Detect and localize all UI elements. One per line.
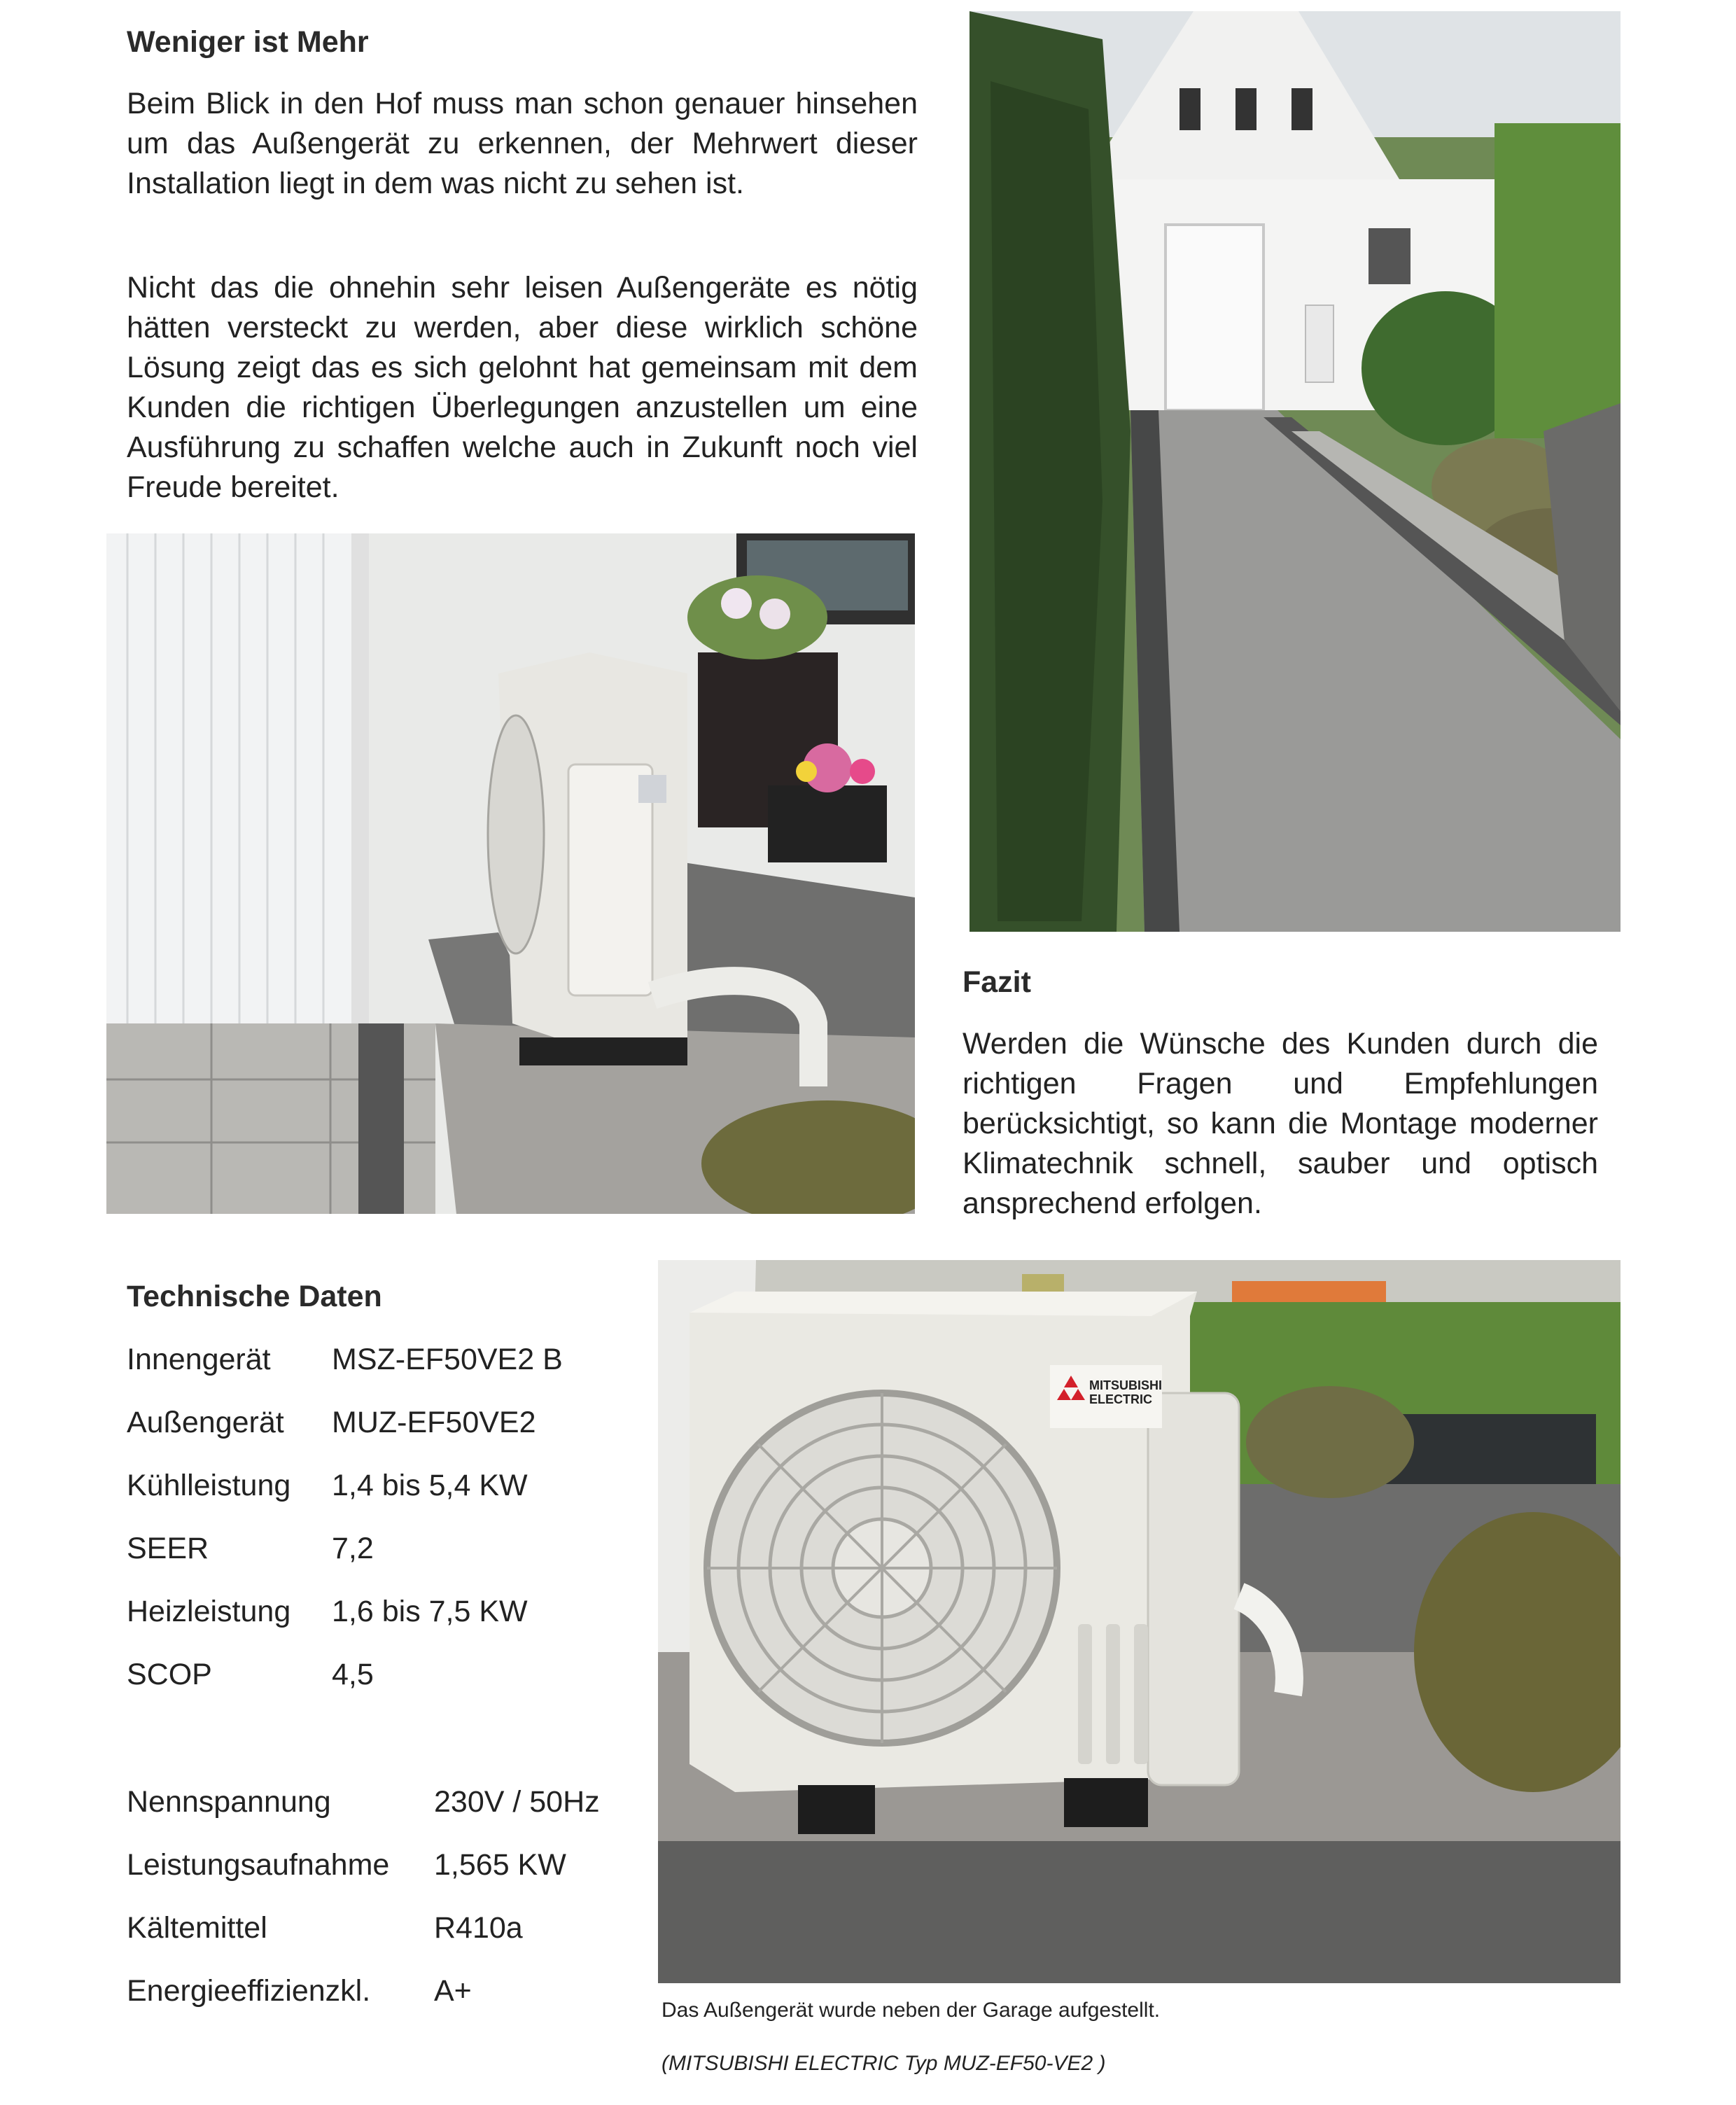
unit-logo-line2: ELECTRIC	[1089, 1392, 1152, 1406]
tech-value: 4,5	[332, 1658, 374, 1691]
photo-caption-model: (MITSUBISHI ELECTRIC Typ MUZ-EF50-VE2 )	[662, 2052, 1106, 2075]
tech-label: Energieeffizienzkl.	[127, 1974, 371, 2008]
photo-caption: Das Außengerät wurde neben der Garage aufgestellt.	[662, 1999, 1161, 2022]
tech-label: SEER	[127, 1532, 209, 1565]
tech-value: 1,6 bis 7,5 KW	[332, 1595, 528, 1628]
tech-value: R410a	[434, 1911, 523, 1945]
intro-paragraph-1: Beim Blick in den Hof muss man schon genauer hinsehen um das Außengerät zu erkennen, der Mehrwert dieser Installation liegt in dem was nicht zu sehen ist.	[127, 87, 918, 200]
tech-label: Nennspannung	[127, 1785, 331, 1819]
tech-label: Kühlleistung	[127, 1469, 291, 1502]
tech-label: Außengerät	[127, 1406, 284, 1439]
tech-label: SCOP	[127, 1658, 212, 1691]
tech-value: MUZ-EF50VE2	[332, 1406, 536, 1439]
photo-unit-beside-garage	[106, 533, 915, 1214]
tech-value: 1,4 bis 5,4 KW	[332, 1469, 528, 1502]
fazit-paragraph: Werden die Wünsche des Kunden durch die richtigen Fragen und Empfehlungen berücksichtigt, so kann die Montage moderner Klimatechnik schnell, sauber und optisch ansprechend erfolgen.	[962, 1027, 1598, 1220]
intro-paragraph-2: Nicht das die ohnehin sehr leisen Außengeräte es nötig hätten versteckt zu werden, aber diese wirklich schöne Lösung zeigt das es sich gelohnt hat gemeinsam mit dem Kunden die richtigen Überlegungen anzustellen um eine Ausführung zu schaffen welche auch in Zukunft noch viel Freude bereitet.	[127, 271, 918, 504]
tech-label: Innengerät	[127, 1343, 271, 1376]
tech-value: MSZ-EF50VE2 B	[332, 1343, 563, 1376]
tech-label: Kältemittel	[127, 1911, 267, 1945]
photo-courtyard-path	[969, 11, 1620, 932]
section-heading-fazit: Fazit	[962, 965, 1031, 999]
photo-mitsubishi-outdoor-unit	[658, 1260, 1620, 1983]
tech-value: 1,565 KW	[434, 1848, 566, 1882]
tech-label: Leistungsaufnahme	[127, 1848, 390, 1882]
tech-value: A+	[434, 1974, 472, 2008]
unit-logo-line1: MITSUBISHI	[1089, 1378, 1163, 1392]
tech-label: Heizleistung	[127, 1595, 291, 1628]
tech-value: 230V / 50Hz	[434, 1785, 600, 1819]
section-heading-weniger-ist-mehr: Weniger ist Mehr	[127, 25, 369, 59]
section-heading-technische-daten: Technische Daten	[127, 1280, 382, 1313]
tech-value: 7,2	[332, 1532, 374, 1565]
